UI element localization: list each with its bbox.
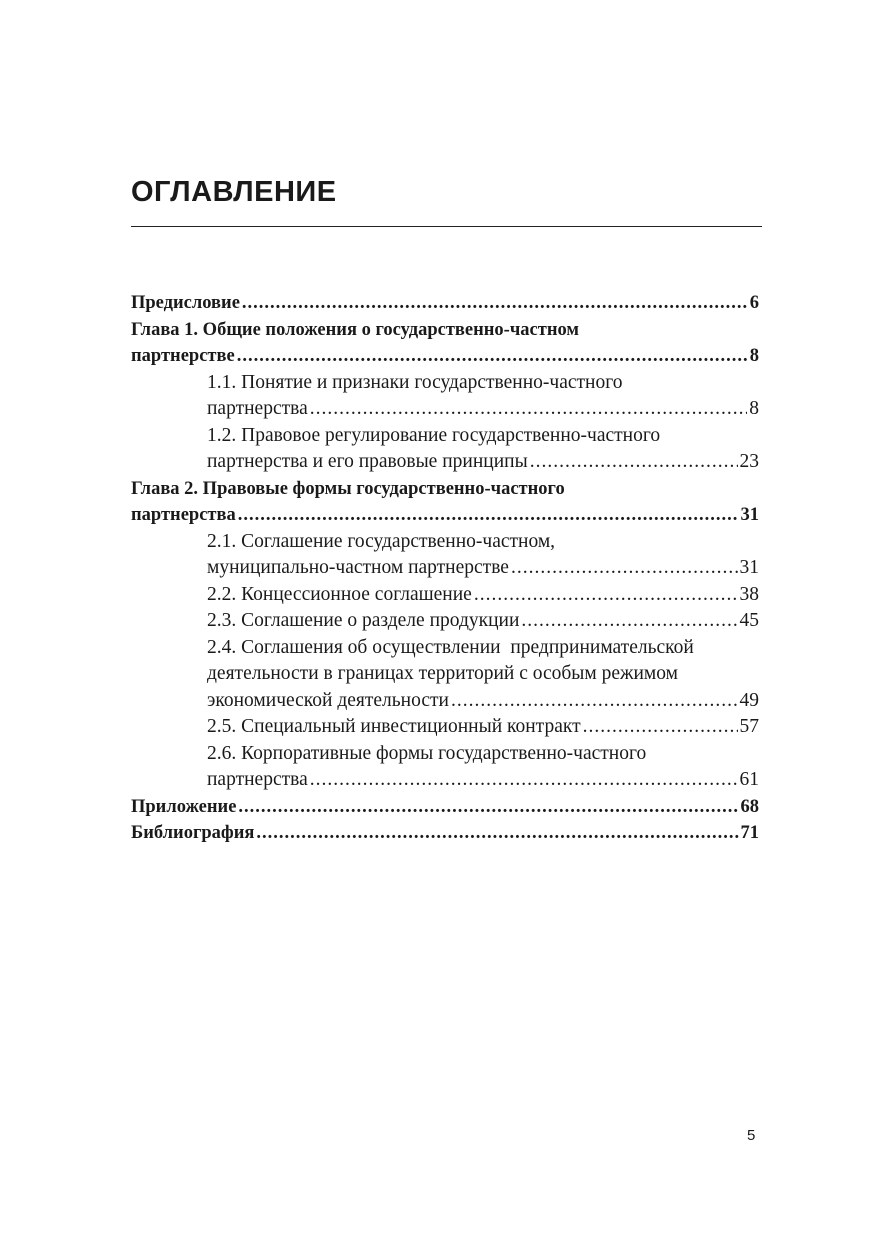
dot-leader (238, 794, 738, 821)
toc-page-number: 31 (739, 557, 759, 578)
toc-entry-section-2-1[interactable] (131, 529, 759, 582)
toc-entry-title: Библиография (131, 823, 255, 843)
toc-entry-title: 1.1. Понятие и признаки государственно-частного (207, 371, 623, 393)
toc-entry-title-cont: деятельности в границах территорий с особым режимом (207, 663, 678, 684)
toc-page-number: 31 (740, 505, 759, 525)
title-divider (131, 226, 762, 227)
toc-page-number: 57 (739, 716, 759, 737)
toc-page-number: 6 (749, 293, 759, 313)
toc-entry-title: 2.1. Соглашение государственно-частном, (207, 530, 556, 552)
dot-leader (238, 502, 739, 529)
toc-entry-title-cont: экономической деятельности (207, 689, 449, 711)
dot-leader (474, 582, 738, 609)
toc-entry-title: 2.2. Концессионное соглашение (207, 583, 472, 605)
toc-page-number: 8 (749, 398, 759, 419)
toc-entry-title: 1.2. Правовое регулирование государственно-частного (207, 424, 661, 446)
page-number: 5 (747, 1127, 756, 1144)
dot-leader (310, 767, 738, 794)
toc-entry-title: 2.4. Соглашения об осуществлении предпринимательской (207, 636, 694, 658)
table-of-contents (131, 290, 759, 847)
toc-entry-title-cont: партнерства и его правовые принципы (207, 451, 528, 472)
dot-leader (521, 608, 737, 635)
toc-page-number: 23 (739, 451, 759, 472)
toc-page-number: 68 (740, 796, 759, 817)
toc-page-number: 49 (739, 689, 759, 711)
toc-entry-section-2-2[interactable] (131, 582, 759, 609)
dot-leader (451, 688, 738, 715)
toc-entry-title-cont: муниципально-частном партнерстве (207, 557, 509, 578)
dot-leader (242, 290, 748, 317)
toc-entry-section-2-6[interactable] (131, 741, 759, 794)
toc-entry-title: 2.5. Специальный инвестиционный контракт (207, 716, 581, 737)
dot-leader (583, 714, 738, 741)
toc-entry-title: 2.3. Соглашение о разделе продукции (207, 610, 520, 631)
dot-leader (310, 396, 748, 423)
toc-entry-title: 2.6. Корпоративные формы государственно-частного (207, 742, 647, 764)
toc-page-number: 45 (739, 610, 759, 631)
toc-entry-title: Предисловие (131, 293, 240, 313)
toc-entry-appendix[interactable] (131, 794, 759, 821)
toc-entry-title-cont: партнерства (207, 398, 308, 419)
toc-entry-bibliography[interactable] (131, 820, 759, 847)
toc-entry-title: Глава 2. Правовые формы государственно-частного (131, 478, 565, 499)
dot-leader (530, 449, 738, 476)
toc-page-number: 71 (740, 823, 759, 843)
dot-leader (511, 555, 738, 582)
toc-entry-title: Приложение (131, 796, 237, 817)
toc-entry-title-cont: партнерства (131, 505, 236, 525)
toc-entry-section-2-3[interactable] (131, 608, 759, 635)
toc-entry-title-cont: партнерстве (131, 346, 235, 366)
toc-entry-title: Глава 1. Общие положения о государственно-частном (131, 319, 579, 340)
toc-entry-section-1-1[interactable] (131, 370, 759, 423)
toc-entry-section-2-4[interactable] (131, 635, 759, 715)
toc-entry-section-2-5[interactable] (131, 714, 759, 741)
toc-page-number: 38 (739, 583, 759, 605)
toc-page-number: 8 (749, 346, 759, 366)
toc-entry-chapter-1[interactable] (131, 317, 759, 370)
toc-entry-title-cont: партнерства (207, 769, 308, 790)
toc-entry-preface[interactable] (131, 290, 759, 317)
toc-entry-section-1-2[interactable] (131, 423, 759, 476)
dot-leader (237, 343, 748, 370)
dot-leader (256, 820, 738, 847)
page-title: ОГЛАВЛЕНИЕ (131, 176, 337, 208)
toc-page-number: 61 (739, 769, 759, 790)
toc-entry-chapter-2[interactable] (131, 476, 759, 529)
